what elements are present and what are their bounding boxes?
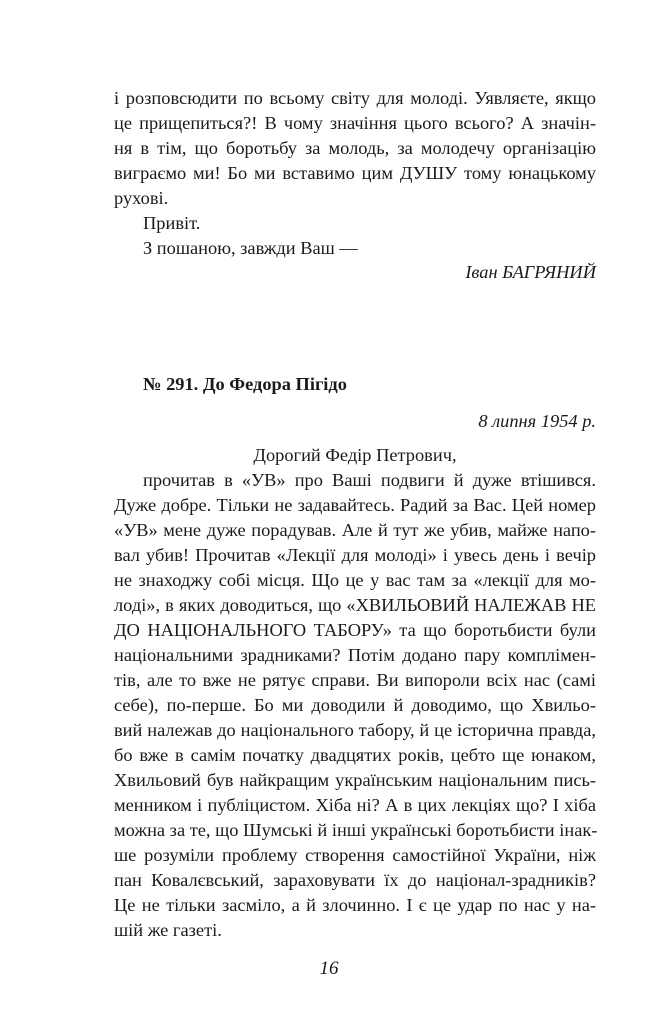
closing-greeting: Привіт.	[143, 213, 201, 233]
text-line: національними зрадниками? Потім додано пару комплімен-	[114, 645, 596, 665]
salutation: Дорогий Федір Петрович,	[253, 445, 457, 465]
text-line: рухові.	[114, 188, 169, 208]
closing-regards: З пошаною, завжди Ваш —	[143, 238, 358, 258]
text-line: ше розуміли проблему створення самостійної України, ніж	[114, 845, 596, 865]
text-line: менником і публіцистом. Хіба ні? А в цих лекціях що? І хіба	[114, 795, 596, 815]
text-line: можна за те, що Шумські й інші українські боротьбисти інак-	[114, 820, 598, 840]
letter-heading: № 291. До Федора Пігідо	[143, 374, 347, 394]
text-line: лоді», в яких доводиться, що «ХВИЛЬОВИЙ НАЛЕЖАВ НЕ	[114, 595, 596, 615]
text-line: прочитав в «УВ» про Ваші подвиги й дуже втішився.	[143, 470, 596, 490]
text-line: себе), по-перше. Бо ми доводили й доводимо, що Хвильо-	[114, 695, 596, 715]
text-line: ня в тім, що боротьбу за молодь, за молодечу організацію	[114, 138, 596, 158]
text-line: Дуже добре. Тільки не задавайтесь. Радий за Вас. Цей номер	[114, 495, 596, 515]
text-line: не знаходжу собі місця. Що це у вас там за «лекції для мо-	[114, 570, 596, 590]
letter-date: 8 липня 1954 р.	[478, 411, 596, 431]
text-line: це прищепиться?! В чому значіння цього всього? А значін-	[114, 113, 596, 133]
text-line: виграємо ми! Бо ми вставимо цим ДУШУ тому юнацькому	[114, 163, 596, 183]
signature: Іван БАГРЯНИЙ	[465, 262, 596, 282]
page-number: 16	[319, 958, 339, 979]
text-line: і розповсюдити по всьому світу для молоді. Уявляєте, якщо	[114, 88, 596, 108]
text-line: вий належав до національного табору, й це історична правда,	[114, 720, 596, 740]
text-line: «УВ» мене дуже порадував. Але й тут же убив, майже напо-	[114, 520, 596, 540]
text-line: вал убив! Прочитав «Лекції для молоді» і увесь день і вечір	[114, 545, 596, 565]
text-line: пан Ковалєвський, зараховувати їх до націонал-зрадників?	[114, 870, 596, 890]
text-line: Це не тільки засміло, а й злочинно. І є це удар по нас у на-	[114, 895, 596, 915]
text-line: тів, але то вже не рятує справи. Ви випороли всіх нас (самі	[114, 670, 596, 690]
text-line: Хвильовий був найкращим українським національним пись-	[114, 770, 596, 790]
text-line: бо вже в самім початку двадцятих років, цебто ще юнаком,	[114, 745, 596, 765]
text-line: ДО НАЦІОНАЛЬНОГО ТАБОРУ» та що боротьбисти були	[114, 620, 596, 640]
text-line: шій же газеті.	[114, 920, 222, 940]
